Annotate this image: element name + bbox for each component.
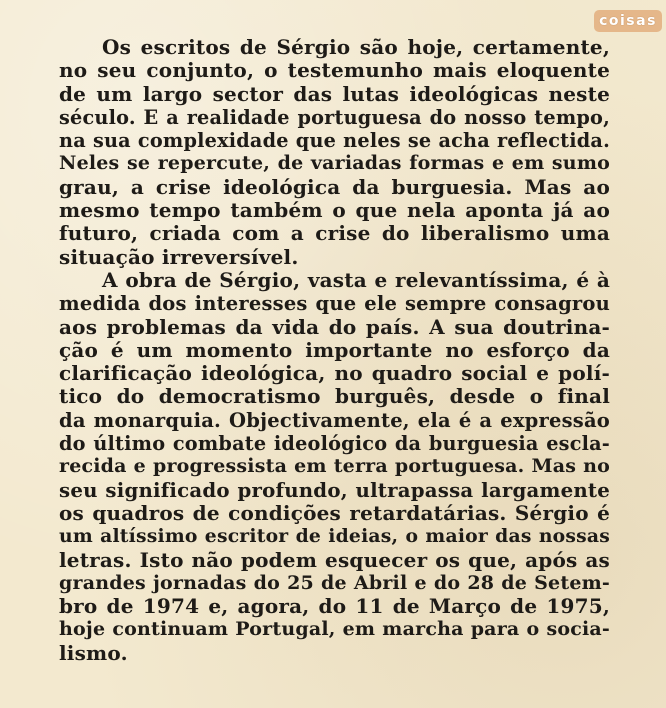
text-line: grau, a crise ideológica da burguesia. Mas ao <box>59 174 610 199</box>
coisas-logo-text: coisas <box>599 13 657 29</box>
coisas-logo-badge <box>594 10 662 32</box>
text-line: medida dos interesses que ele sempre consagrou <box>59 292 610 316</box>
text-line: da monarquia. Objectivamente, ela é a expressão <box>59 408 610 432</box>
text-line: Os escritos de Sérgio são hoje, certamente, <box>102 35 610 59</box>
text-line: mesmo tempo também o que nela aponta já ao <box>59 198 610 223</box>
text-line: aos problemas da vida do país. A sua doutrina- <box>59 314 610 339</box>
text-line: século. E a realidade portuguesa do nosso tempo, <box>59 105 610 129</box>
text-line: letras. Isto não podem esquecer os que, após as <box>59 547 610 572</box>
text-line: um altíssimo escritor de ideias, o maior das nossas <box>59 525 610 548</box>
text-line: bro de 1974 e, agora, do 11 de Março de 1975, <box>59 594 610 619</box>
text-line: clarificação ideológica, no quadro social e polí- <box>59 361 610 386</box>
text-line: os quadros de condições retardatárias. Sérgio é <box>59 500 610 525</box>
text-line: futuro, criada com a crise do liberalismo uma <box>59 221 610 246</box>
text-line: lismo. <box>59 640 128 665</box>
text-line: A obra de Sérgio, vasta e relevantíssima, é à <box>102 267 610 292</box>
article-text <box>59 36 610 665</box>
text-line: do último combate ideológico da burguesia escla- <box>59 432 610 456</box>
text-line: de um largo sector das lutas ideológicas neste <box>59 81 610 106</box>
text-line: recida e progressista em terra portuguesa. Mas no <box>59 455 610 478</box>
text-line: seu significado profundo, ultrapassa largamente <box>59 477 610 502</box>
text-line: no seu conjunto, o testemunho mais eloquente <box>59 58 610 83</box>
text-line: situação irreversível. <box>59 244 299 269</box>
text-line: Neles se repercute, de variadas formas e em sumo <box>59 152 610 175</box>
text-line: ção é um momento importante no esforço da <box>59 337 610 362</box>
text-line: na sua complexidade que neles se acha reflectida. <box>59 129 610 153</box>
text-line: tico do democratismo burguês, desde o final <box>59 384 610 409</box>
text-line: grandes jornadas do 25 de Abril e do 28 de Setem- <box>59 571 610 594</box>
text-line: hoje continuam Portugal, em marcha para o socia- <box>59 618 610 641</box>
